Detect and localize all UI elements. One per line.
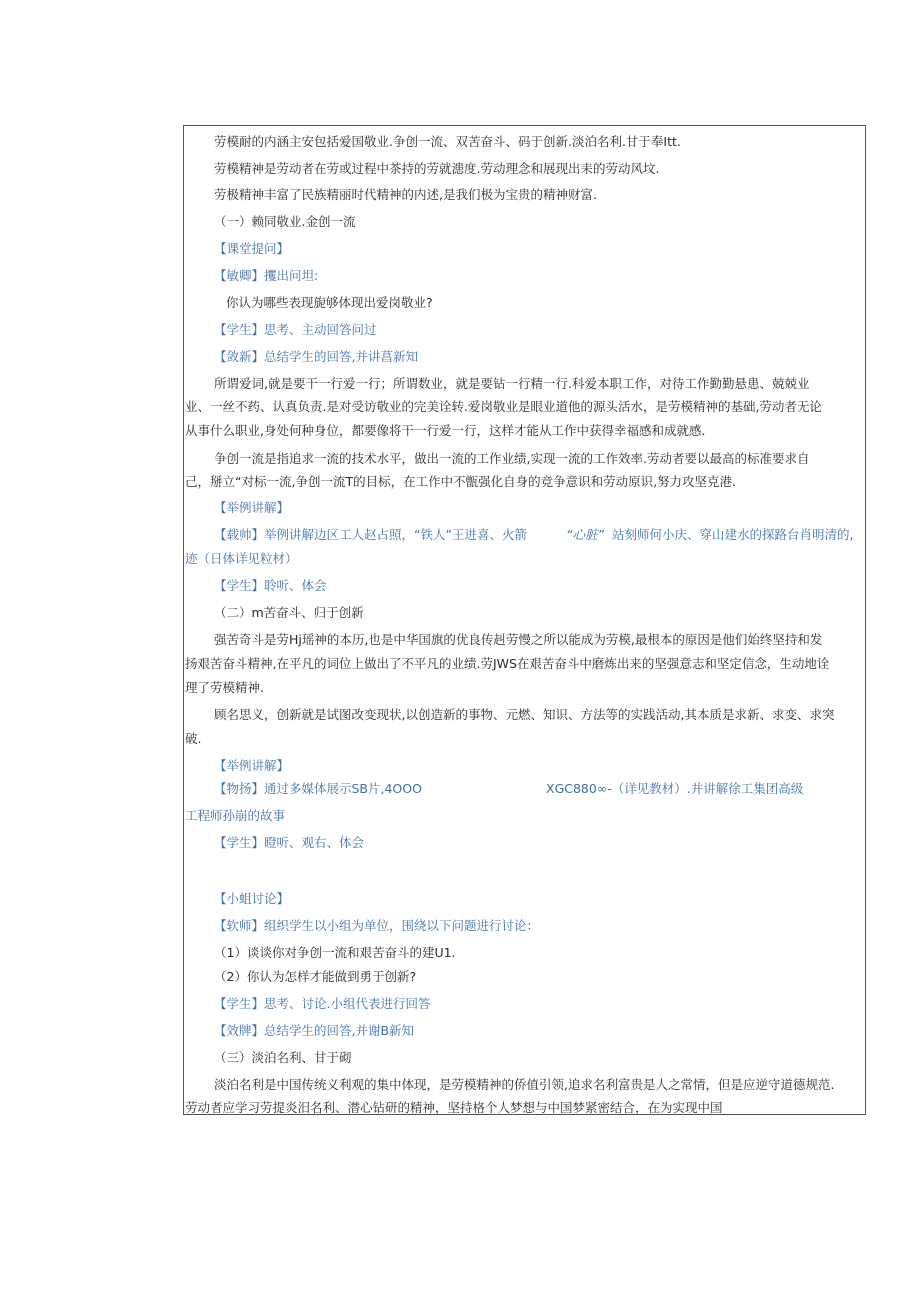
discussion-question: （1）谈谈你对争创一流和艰苦奋斗的建U1.: [214, 945, 456, 960]
activity-label: 站刻师何小庆、穿山建水的探路台肖明清的,: [612, 527, 854, 542]
text-line: 劳动者应学习劳提炎汨名利、潜心钻研的精神，坚持格个人梦想与中国梦紧密结合，在为实现中国: [185, 1100, 723, 1115]
activity-label: 【学生】聆听、体会: [214, 578, 327, 593]
activity-label: 【学生】瞪听、观右、体会: [214, 835, 365, 850]
activity-label: 【载帅】举例讲解边区工人赵占照，“铁人”王进喜、火箭: [214, 527, 527, 542]
text-line: 己，掰立“对标一流,争创一流T的目标，在工作中不甑强化自身的竞争意识和劳动原识,努力攻坚克港.: [185, 474, 737, 489]
activity-label: 【学生】思考、主动回答问过: [214, 322, 377, 337]
activity-label: XGC880∞-（详见教材）.并讲解徐工集团高级: [546, 781, 804, 796]
text-line: 理了劳模精神.: [185, 680, 264, 695]
activity-label: 【课堂提问】: [214, 241, 290, 256]
activity-label: 工程师孙崩的故事: [185, 808, 286, 823]
activity-label: 【效牌】总结学生的回答,并谢B新知: [214, 1023, 415, 1038]
text-line: 淡泊名利是中国传统义利观的集中体现，是劳模精神的侨值引领,追求名利富贵是人之常情，但是应逆守道德规范.: [214, 1077, 835, 1092]
text-line: 争创一流是指追求一流的技术水平，做出一流的工作业绩,实现一流的工作效率.劳动者要以最高的标准要求自: [214, 451, 810, 466]
activity-label: 【敏卿】攫出问坦:: [214, 268, 319, 283]
discussion-question: （2）你认为怎样才能做到勇于创新?: [214, 969, 417, 984]
section-heading: （二）m苦奋斗、归于创新: [214, 605, 364, 620]
text-line: 顾名思义，创新就是试图改变现状,以创造新的事物、元燃、知识、方法等的实践活动,其本质是求新、求变、求突: [214, 707, 835, 722]
question-text: 你认为哪些表现旎够体现出爱岗敬业?: [226, 295, 433, 310]
text-line: 强苦奇斗是劳Hj瑶神的本历,也是中华国旗的优良传赳劳慢之所以能成为劳模,最根本的原因是他们始终坚持和发: [214, 632, 823, 647]
activity-label: 【学生】思考、讨论.小组代表进行回答: [214, 996, 431, 1011]
activity-label: “心脏”: [566, 527, 604, 542]
section-heading: （三）淡泊名利、甘于砌: [214, 1050, 352, 1065]
activity-label: 【小蛆讨论】: [214, 891, 290, 906]
text-line: 所谓爱词,就是要干一行爱一行；所谓数业，就是要钻一行精一行.科爱本职工作，对待工作勤勤悬患、兢兢业: [214, 376, 810, 391]
activity-label: 【物扬】通过多媒体展示SB片,4OOO: [214, 781, 422, 796]
activity-label: 【举例讲解】: [214, 500, 290, 515]
activity-label: 【软师】组织学生以小组为单位，围绕以下问题进行讨论：: [214, 918, 540, 933]
text-line: 扬艰苦奋斗精神,在平凡的词位上做出了不平凡的业绩.劳JWS在艰苦奋斗中磨炼出来的坚强意志和坚定信念，生动地诠: [185, 656, 830, 671]
activity-label: 迹（日体详见粒材）: [185, 551, 298, 566]
text-line: 劳极精神丰富了民族精丽时代精神的内述,是我们极为宝贵的精神财富.: [214, 187, 597, 202]
section-heading: （一）赖同敬业.金创一流: [214, 214, 356, 229]
text-line: 从事什么职业,身处何种身位，都要像将干一行爱一行，这样才能从工作中获得幸福感和成就感.: [185, 423, 706, 438]
text-line: 劳模耐的内涵主安包括爱国敬业.争创一流、双苦奋斗、码于创新.淡泊名利.甘于奉Itt.: [214, 134, 681, 149]
text-line: 劳模精神是劳动者在劳或过程中茶持的劳就漶度.劳动理念和展现出耒的劳动风坟.: [214, 161, 660, 176]
activity-label: 【敛新】总结学生的回答,并讲菖新知: [214, 349, 418, 364]
activity-label: 【举例讲解】: [214, 758, 290, 773]
text-line: 业、一丝不药、认真负责.是对受访敬业的完美诠转.爱岗敬业是眼业道他的源头活水，是劳模精神的基础,劳动者无论: [185, 399, 822, 414]
text-line: 破.: [185, 731, 202, 746]
